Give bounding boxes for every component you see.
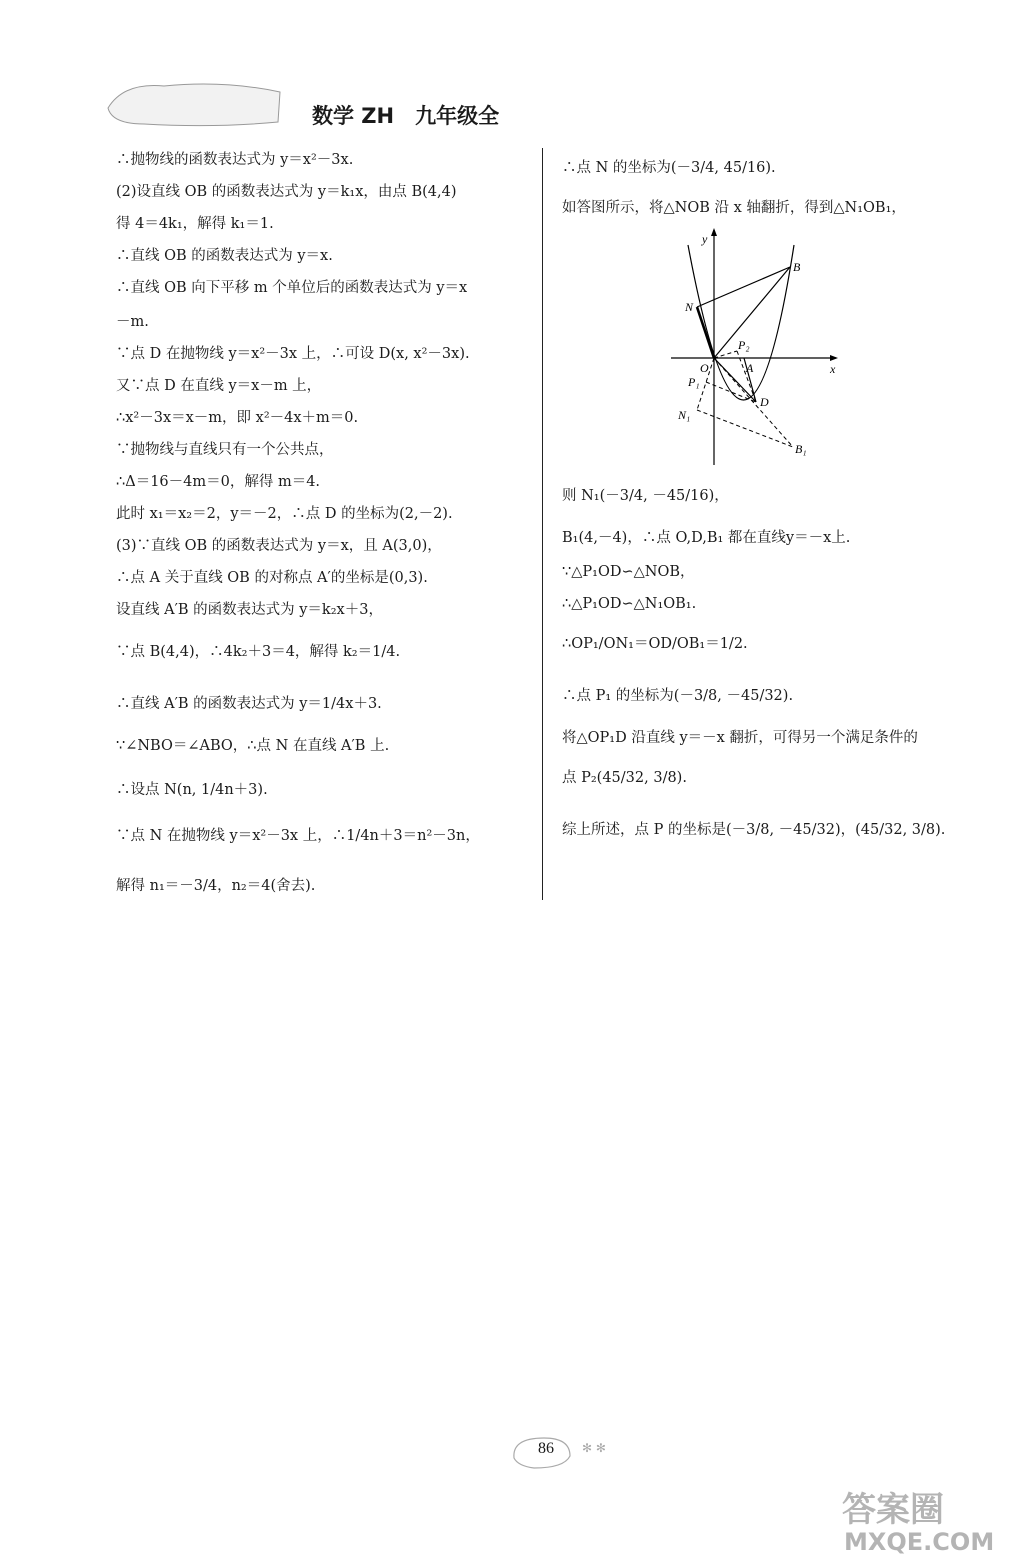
- text-line: 解得 n₁＝－3/4，n₂＝4(舍去).: [116, 878, 316, 894]
- text-line: 如答图所示，将△NOB 沿 x 轴翻折，得到△N₁OB₁，: [562, 200, 906, 216]
- text-line: ∴OP₁/ON₁＝OD/OB₁＝1/2.: [562, 636, 748, 652]
- text-line: ∴Δ＝16－4m＝0，解得 m＝4.: [116, 474, 321, 490]
- label-P2: P₂: [738, 338, 750, 352]
- text-line: ∴直线 OB 向下平移 m 个单位后的函数表达式为 y＝x: [116, 280, 468, 296]
- column-divider: [542, 148, 543, 900]
- text-line: B₁(4,－4)，∴点 O,D,B₁ 都在直线y＝－x上.: [562, 530, 851, 546]
- text-line: ∵点 B(4,4)，∴4k₂＋3＝4，解得 k₂＝1/4.: [116, 644, 401, 660]
- text-line: ∴直线 OB 的函数表达式为 y＝x.: [116, 248, 333, 264]
- segment-OB1: [714, 358, 793, 447]
- text-line: ∴直线 A′B 的函数表达式为 y＝1/4x＋3.: [116, 696, 382, 712]
- text-line: 此时 x₁＝x₂＝2，y＝－2，∴点 D 的坐标为(2,－2).: [116, 506, 453, 522]
- text-line: (2)设直线 OB 的函数表达式为 y＝k₁x，由点 B(4,4): [116, 184, 457, 200]
- text-line: 综上所述，点 P 的坐标是(－3/8, －45/32)，(45/32, 3/8).: [562, 822, 946, 838]
- text-line: ∵点 N 在抛物线 y＝x²－3x 上，∴1/4n＋3＝n²－3n，: [116, 828, 480, 844]
- watermark-top: 答案圈: [842, 1490, 944, 1530]
- page-number-badge: [504, 1432, 614, 1472]
- label-y: y: [702, 232, 708, 246]
- page-number-ornament: [504, 1432, 614, 1472]
- text-line: ∵点 D 在抛物线 y＝x²－3x 上，∴可设 D(x, x²－3x).: [116, 346, 470, 362]
- svg-text:✻ ✻: ✻ ✻: [582, 1441, 606, 1455]
- text-line: 点 P₂(45/32, 3/8).: [562, 770, 687, 786]
- y-arrow: [711, 228, 717, 236]
- label-O: O: [700, 361, 709, 375]
- page-header: [104, 74, 524, 130]
- text-line: 设直线 A′B 的函数表达式为 y＝k₂x＋3，: [116, 602, 383, 618]
- text-line: ∴点 N 的坐标为(－3/4, 45/16).: [562, 160, 776, 176]
- x-arrow: [830, 355, 838, 361]
- header-title: 数学 ZH 九年级全: [312, 104, 500, 128]
- segment-OB: [714, 267, 790, 358]
- book-logo: [104, 78, 284, 130]
- parabola: [688, 245, 794, 400]
- label-A: A: [746, 361, 754, 375]
- label-x: x: [830, 362, 836, 376]
- segment-NB: [697, 267, 790, 307]
- label-B: B: [793, 260, 801, 274]
- text-line: －m.: [116, 314, 149, 330]
- text-line: ∴△P₁OD∽△N₁OB₁.: [562, 596, 697, 612]
- watermark-bottom: MXQE.COM: [844, 1528, 995, 1556]
- label-D: D: [760, 395, 769, 409]
- label-B1: B₁: [795, 442, 807, 456]
- text-line: ∴x²－3x＝x－m，即 x²－4x＋m＝0.: [116, 410, 359, 426]
- segment-N1B1: [697, 410, 793, 447]
- text-line: 得 4＝4k₁，解得 k₁＝1.: [116, 216, 274, 232]
- text-line: ∴抛物线的函数表达式为 y＝x²－3x.: [116, 152, 354, 168]
- text-line: ∵抛物线与直线只有一个公共点，: [116, 442, 334, 458]
- text-line: 又∵点 D 在直线 y＝x－m 上，: [116, 378, 322, 394]
- text-line: ∵∠NBO＝∠ABO，∴点 N 在直线 A′B 上.: [116, 738, 390, 754]
- label-N1: N₁: [678, 408, 691, 422]
- text-line: ∴设点 N(n, 1/4n＋3).: [116, 782, 268, 798]
- text-line: 将△OP₁D 沿直线 y＝－x 翻折，可得另一个满足条件的: [562, 730, 918, 746]
- text-line: 则 N₁(－3/4, －45/16)，: [562, 488, 729, 504]
- segment-NO: [697, 307, 714, 358]
- label-P1: P₁: [688, 375, 700, 389]
- watermark: [820, 1476, 1016, 1562]
- page-number: 86: [538, 1440, 554, 1457]
- geometry-figure: [666, 225, 856, 470]
- text-line: ∴点 P₁ 的坐标为(－3/8, －45/32).: [562, 688, 794, 704]
- text-line: ∴点 A 关于直线 OB 的对称点 A′的坐标是(0,3).: [116, 570, 428, 586]
- text-line: ∵△P₁OD∽△NOB，: [562, 564, 695, 580]
- label-N: N: [685, 300, 694, 314]
- text-line: (3)∵直线 OB 的函数表达式为 y＝x，且 A(3,0)，: [116, 538, 442, 554]
